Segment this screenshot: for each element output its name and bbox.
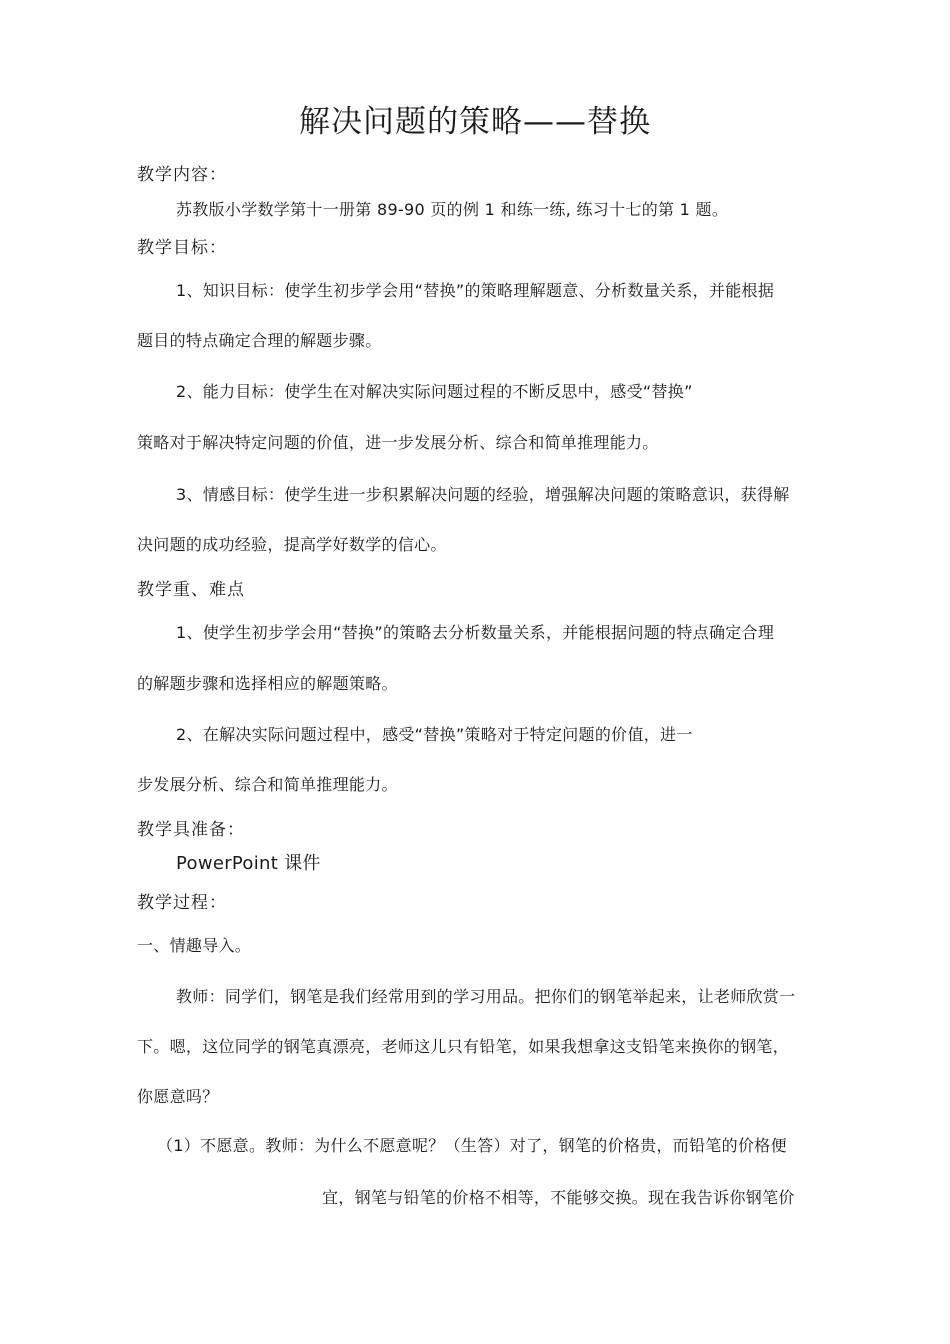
emotion-goal-line-1: 3、情感目标：使学生进一步积累解决问题的经验，增强解决问题的策略意识，获得解 — [176, 485, 790, 504]
key-point-2-line-1: 2、在解决实际问题过程中，感受“替换”策略对于特定问题的价值，进一 — [176, 725, 693, 744]
content-heading: 教学内容： — [137, 165, 227, 185]
knowledge-goal-line-1: 1、知识目标：使学生初步学会用“替换”的策略理解题意、分析数量关系，并能根据 — [176, 281, 775, 300]
teacher-line-2: 下。嗯，这位同学的钢笔真漂亮，老师这儿只有铅笔，如果我想拿这支铅笔来换你的钢笔， — [137, 1037, 790, 1056]
ability-goal-line-1: 2、能力目标：使学生在对解决实际问题过程的不断反思中，感受“替换” — [176, 382, 693, 401]
answer-line-2: 宜，钢笔与铅笔的价格不相等，不能够交换。现在我告诉你钢笔价 — [322, 1188, 795, 1207]
tools-heading: 教学具准备： — [137, 820, 245, 840]
section-1-heading: 一、情趣导入。 — [137, 936, 252, 955]
emotion-goal-line-2: 决问题的成功经验，提高学好数学的信心。 — [137, 535, 447, 554]
process-heading: 教学过程： — [137, 893, 227, 913]
answer-line-1: （1）不愿意。教师：为什么不愿意呢？（生答）对了，钢笔的价格贵，而铅笔的价格便 — [157, 1136, 787, 1155]
key-point-1-line-1: 1、使学生初步学会用“替换”的策略去分析数量关系，并能根据问题的特点确定合理 — [176, 623, 775, 642]
content-text: 苏教版小学数学第十一册第 89-90 页的例 1 和练一练, 练习十七的第 1 题。 — [176, 200, 729, 219]
key-point-2-line-2: 步发展分析、综合和简单推理能力。 — [137, 775, 398, 794]
key-point-1-line-2: 的解题步骤和选择相应的解题策略。 — [137, 674, 398, 693]
knowledge-goal-line-2: 题目的特点确定合理的解题步骤。 — [137, 331, 382, 350]
goals-heading: 教学目标： — [137, 238, 227, 258]
tools-item: PowerPoint 课件 — [176, 853, 321, 874]
page-title: 解决问题的策略——替换 — [299, 104, 651, 140]
key-points-heading: 教学重、难点 — [137, 580, 245, 600]
teacher-line-1: 教师：同学们，钢笔是我们经常用到的学习用品。把你们的钢笔举起来，让老师欣赏一 — [176, 987, 796, 1006]
teacher-line-3: 你愿意吗？ — [137, 1087, 219, 1106]
ability-goal-line-2: 策略对于解决特定问题的价值，进一步发展分析、综合和简单推理能力。 — [137, 433, 659, 452]
